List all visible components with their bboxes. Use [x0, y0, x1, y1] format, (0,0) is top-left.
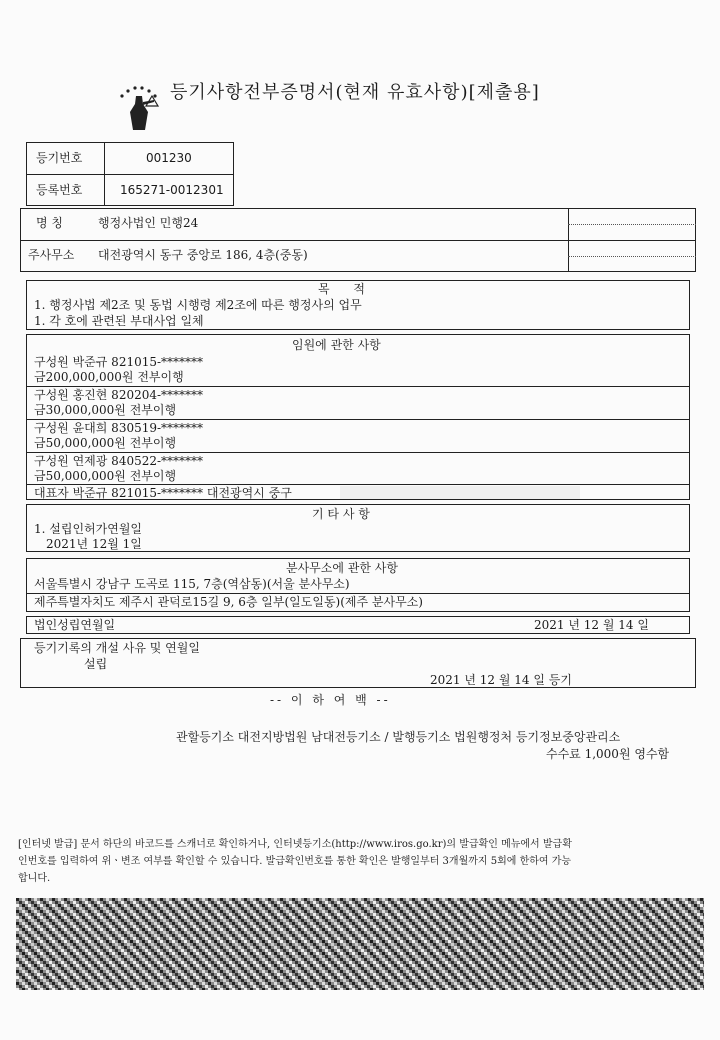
registration-id-label: 등록번호	[36, 183, 83, 197]
court-seal-logo	[112, 82, 168, 134]
purpose-item: 1. 행정사법 제2조 및 동법 시행령 제2조에 따른 행정사의 업무	[34, 298, 362, 312]
officer-line: 구성원 윤대희 830519-*******	[34, 421, 204, 435]
record-opening-reason: 설립	[84, 657, 108, 671]
officer-line: 구성원 박준규 821015-*******	[34, 355, 204, 369]
other-matters-date: 2021년 12월 1일	[46, 537, 142, 551]
internet-issuance-notice: [인터넷 발급] 문서 하단의 바코드를 스캐너로 확인하거나, 인터넷등기소(http://www.iros.go.kr)의 발급확인 메뉴에서 발급확	[18, 839, 572, 850]
officer-line: 구성원 연제광 840522-*******	[34, 454, 204, 468]
record-opening-date: 2021 년 12 월 14 일 등기	[430, 673, 572, 687]
name-label: 명 칭	[36, 216, 63, 230]
branch-office-heading: 분사무소에 관한 사항	[286, 561, 398, 575]
fee-line: 수수료 1,000원 영수함	[546, 747, 670, 761]
purpose-item: 1. 각 호에 관련된 부대사업 일체	[34, 314, 204, 328]
registry-office-line: 관할등기소 대전지방법원 남대전등기소 / 발행등기소 법원행정처 등기정보중앙관리소	[176, 730, 621, 744]
other-matters-heading: 기 타 사 항	[312, 507, 370, 521]
officer-contribution: 금50,000,000원 전부이행	[34, 469, 177, 483]
record-opening-label: 등기기록의 개설 사유 및 연월일	[34, 641, 200, 655]
redacted-address	[340, 486, 580, 499]
establishment-label: 법인성립연월일	[34, 618, 116, 632]
internet-issuance-notice: 인번호를 입력하여 위ㆍ변조 여부를 확인할 수 있습니다. 발급확인번호를 통한 확인은 발행일부터 3개월까지 5회에 한하여 가능	[18, 856, 572, 867]
officer-contribution: 금50,000,000원 전부이행	[34, 436, 177, 450]
main-office-label: 주사무소	[28, 248, 75, 262]
purpose-heading: 목 적	[318, 282, 375, 296]
registration-number-value: 001230	[146, 151, 192, 165]
branch-office-item: 서울특별시 강남구 도곡로 115, 7층(역삼동)(서울 분사무소)	[34, 577, 350, 591]
registration-number-label: 등기번호	[36, 151, 83, 165]
name-value: 행정사법인 민행24	[98, 216, 199, 230]
officer-contribution: 금30,000,000원 전부이행	[34, 403, 177, 417]
officer-contribution: 금200,000,000원 전부이행	[34, 370, 184, 384]
officers-heading: 임원에 관한 사항	[292, 338, 381, 352]
internet-issuance-notice: 합니다.	[18, 873, 51, 884]
officer-line: 구성원 홍진현 820204-*******	[34, 388, 204, 402]
branch-office-item: 제주특별자치도 제주시 관덕로15길 9, 6층 일부(일도일동)(제주 분사무소)	[34, 595, 423, 609]
representative-line: 대표자 박준규 821015-******* 대전광역시 중구	[34, 486, 292, 500]
blank-below-notice: -- 이 하 여 백 --	[270, 693, 391, 707]
establishment-date: 2021 년 12 월 14 일	[534, 618, 649, 632]
verification-barcode	[16, 898, 704, 990]
registration-id-value: 165271-0012301	[120, 183, 224, 197]
other-matters-item: 1. 설립인허가연월일	[34, 522, 143, 536]
main-office-value: 대전광역시 동구 중앙로 186, 4층(중동)	[98, 248, 308, 262]
document-title: 등기사항전부증명서(현재 유효사항)[제출용]	[170, 82, 540, 103]
